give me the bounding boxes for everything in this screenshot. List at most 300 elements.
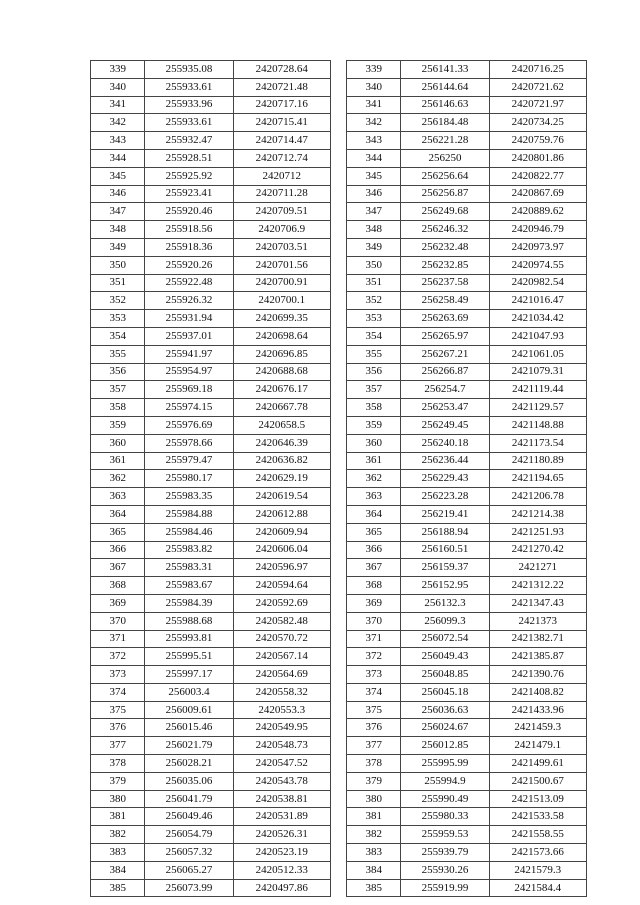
point-number-cell: 356 — [347, 363, 401, 381]
point-number-cell: 346 — [91, 185, 145, 203]
table-row — [347, 96, 587, 114]
y-coordinate-cell: 2421433.96 — [489, 701, 586, 719]
y-coordinate-cell: 2420709.51 — [233, 203, 330, 221]
x-coordinate-cell: 256254.7 — [401, 381, 489, 399]
x-coordinate-cell: 255922.48 — [145, 274, 233, 292]
x-coordinate-cell: 256012.85 — [401, 737, 489, 755]
point-number-cell: 369 — [347, 594, 401, 612]
table-row — [91, 78, 331, 96]
x-coordinate-cell: 256188.94 — [401, 523, 489, 541]
y-coordinate-cell: 2420973.97 — [489, 238, 586, 256]
point-number-cell: 378 — [347, 755, 401, 773]
y-coordinate-cell: 2420721.62 — [489, 78, 586, 96]
x-coordinate-cell: 256221.28 — [401, 132, 489, 150]
x-coordinate-cell: 256256.87 — [401, 185, 489, 203]
table-row — [91, 683, 331, 701]
table-row — [91, 452, 331, 470]
x-coordinate-cell: 255925.92 — [145, 167, 233, 185]
table-row — [347, 185, 587, 203]
table-row — [91, 132, 331, 150]
table-row — [347, 345, 587, 363]
y-coordinate-cell: 2420676.17 — [233, 381, 330, 399]
table-row — [347, 238, 587, 256]
point-number-cell: 380 — [91, 790, 145, 808]
right-coordinate-table — [346, 60, 587, 897]
y-coordinate-cell: 2421079.31 — [489, 363, 586, 381]
point-number-cell: 340 — [347, 78, 401, 96]
point-number-cell: 352 — [347, 292, 401, 310]
point-number-cell: 341 — [347, 96, 401, 114]
point-number-cell: 364 — [347, 505, 401, 523]
point-number-cell: 349 — [91, 238, 145, 256]
point-number-cell: 373 — [91, 666, 145, 684]
y-coordinate-cell: 2420538.81 — [233, 790, 330, 808]
table-row — [91, 648, 331, 666]
table-row — [91, 808, 331, 826]
point-number-cell: 364 — [91, 505, 145, 523]
x-coordinate-cell: 256146.63 — [401, 96, 489, 114]
point-number-cell: 379 — [91, 772, 145, 790]
point-number-cell: 365 — [91, 523, 145, 541]
table-row — [347, 292, 587, 310]
table-row — [91, 666, 331, 684]
y-coordinate-cell: 2420596.97 — [233, 559, 330, 577]
table-row — [91, 772, 331, 790]
x-coordinate-cell: 255923.41 — [145, 185, 233, 203]
point-number-cell: 367 — [347, 559, 401, 577]
x-coordinate-cell: 256021.79 — [145, 737, 233, 755]
table-row — [347, 683, 587, 701]
y-coordinate-cell: 2421047.93 — [489, 327, 586, 345]
y-coordinate-cell: 2420606.04 — [233, 541, 330, 559]
y-coordinate-cell: 2421119.44 — [489, 381, 586, 399]
point-number-cell: 385 — [91, 879, 145, 897]
table-row — [91, 167, 331, 185]
y-coordinate-cell: 2421390.76 — [489, 666, 586, 684]
y-coordinate-cell: 2421148.88 — [489, 416, 586, 434]
point-number-cell: 379 — [347, 772, 401, 790]
y-coordinate-cell: 2420801.86 — [489, 149, 586, 167]
y-coordinate-cell: 2420526.31 — [233, 826, 330, 844]
table-row — [347, 381, 587, 399]
y-coordinate-cell: 2420716.25 — [489, 61, 586, 79]
table-row — [91, 345, 331, 363]
point-number-cell: 343 — [91, 132, 145, 150]
y-coordinate-cell: 2420867.69 — [489, 185, 586, 203]
x-coordinate-cell: 255994.9 — [401, 772, 489, 790]
point-number-cell: 348 — [91, 221, 145, 239]
y-coordinate-cell: 2420612.88 — [233, 505, 330, 523]
table-row — [91, 149, 331, 167]
table-row — [91, 310, 331, 328]
y-coordinate-cell: 2420564.69 — [233, 666, 330, 684]
table-row — [91, 274, 331, 292]
x-coordinate-cell: 255933.61 — [145, 114, 233, 132]
x-coordinate-cell: 255941.97 — [145, 345, 233, 363]
y-coordinate-cell: 2421385.87 — [489, 648, 586, 666]
y-coordinate-cell: 2421408.82 — [489, 683, 586, 701]
x-coordinate-cell: 255979.47 — [145, 452, 233, 470]
x-coordinate-cell: 256003.4 — [145, 683, 233, 701]
point-number-cell: 345 — [91, 167, 145, 185]
point-number-cell: 371 — [347, 630, 401, 648]
y-coordinate-cell: 2421558.55 — [489, 826, 586, 844]
x-coordinate-cell: 256160.51 — [401, 541, 489, 559]
table-row — [347, 523, 587, 541]
y-coordinate-cell: 2420734.25 — [489, 114, 586, 132]
table-row — [347, 755, 587, 773]
x-coordinate-cell: 256258.49 — [401, 292, 489, 310]
y-coordinate-cell: 2420699.35 — [233, 310, 330, 328]
point-number-cell: 355 — [347, 345, 401, 363]
point-number-cell: 354 — [91, 327, 145, 345]
x-coordinate-cell: 255920.46 — [145, 203, 233, 221]
y-coordinate-cell: 2421173.54 — [489, 434, 586, 452]
right-table-body — [347, 61, 587, 897]
x-coordinate-cell: 255931.94 — [145, 310, 233, 328]
x-coordinate-cell: 255995.99 — [401, 755, 489, 773]
y-coordinate-cell: 2421584.4 — [489, 879, 586, 897]
point-number-cell: 382 — [347, 826, 401, 844]
x-coordinate-cell: 255984.39 — [145, 594, 233, 612]
table-row — [347, 737, 587, 755]
x-coordinate-cell: 255974.15 — [145, 399, 233, 417]
point-number-cell: 381 — [347, 808, 401, 826]
x-coordinate-cell: 255995.51 — [145, 648, 233, 666]
table-row — [91, 630, 331, 648]
point-number-cell: 363 — [347, 488, 401, 506]
x-coordinate-cell: 256249.45 — [401, 416, 489, 434]
x-coordinate-cell: 256263.69 — [401, 310, 489, 328]
x-coordinate-cell: 255988.68 — [145, 612, 233, 630]
y-coordinate-cell: 2420721.97 — [489, 96, 586, 114]
x-coordinate-cell: 255993.81 — [145, 630, 233, 648]
table-row — [347, 541, 587, 559]
x-coordinate-cell: 256236.44 — [401, 452, 489, 470]
point-number-cell: 341 — [91, 96, 145, 114]
y-coordinate-cell: 2420523.19 — [233, 844, 330, 862]
y-coordinate-cell: 2420712.74 — [233, 149, 330, 167]
x-coordinate-cell: 256065.27 — [145, 861, 233, 879]
table-row — [91, 221, 331, 239]
point-number-cell: 354 — [347, 327, 401, 345]
point-number-cell: 360 — [347, 434, 401, 452]
y-coordinate-cell: 2420698.64 — [233, 327, 330, 345]
point-number-cell: 362 — [347, 470, 401, 488]
y-coordinate-cell: 2420582.48 — [233, 612, 330, 630]
point-number-cell: 368 — [347, 577, 401, 595]
point-number-cell: 375 — [91, 701, 145, 719]
table-row — [91, 844, 331, 862]
x-coordinate-cell: 255983.31 — [145, 559, 233, 577]
table-row — [91, 238, 331, 256]
y-coordinate-cell: 2421180.89 — [489, 452, 586, 470]
y-coordinate-cell: 2421214.38 — [489, 505, 586, 523]
point-number-cell: 361 — [91, 452, 145, 470]
table-row — [347, 167, 587, 185]
y-coordinate-cell: 2420701.56 — [233, 256, 330, 274]
table-row — [91, 381, 331, 399]
y-coordinate-cell: 2421194.65 — [489, 470, 586, 488]
point-number-cell: 372 — [91, 648, 145, 666]
y-coordinate-cell: 2420700.91 — [233, 274, 330, 292]
point-number-cell: 367 — [91, 559, 145, 577]
x-coordinate-cell: 256267.21 — [401, 345, 489, 363]
table-row — [91, 755, 331, 773]
point-number-cell: 357 — [91, 381, 145, 399]
table-row — [347, 790, 587, 808]
point-number-cell: 383 — [347, 844, 401, 862]
table-row — [91, 185, 331, 203]
x-coordinate-cell: 256232.48 — [401, 238, 489, 256]
y-coordinate-cell: 2420711.28 — [233, 185, 330, 203]
point-number-cell: 358 — [347, 399, 401, 417]
table-row — [91, 488, 331, 506]
table-row — [91, 96, 331, 114]
y-coordinate-cell: 2421016.47 — [489, 292, 586, 310]
x-coordinate-cell: 256250 — [401, 149, 489, 167]
point-number-cell: 345 — [347, 167, 401, 185]
point-number-cell: 370 — [91, 612, 145, 630]
point-number-cell: 351 — [347, 274, 401, 292]
point-number-cell: 361 — [347, 452, 401, 470]
y-coordinate-cell: 2420717.16 — [233, 96, 330, 114]
point-number-cell: 377 — [347, 737, 401, 755]
x-coordinate-cell: 255978.66 — [145, 434, 233, 452]
point-number-cell: 350 — [347, 256, 401, 274]
y-coordinate-cell: 2420703.51 — [233, 238, 330, 256]
table-row — [91, 541, 331, 559]
y-coordinate-cell: 2420712 — [233, 167, 330, 185]
table-row — [91, 861, 331, 879]
y-coordinate-cell: 2421271 — [489, 559, 586, 577]
table-row — [91, 612, 331, 630]
table-row — [347, 203, 587, 221]
point-number-cell: 339 — [347, 61, 401, 79]
point-number-cell: 342 — [347, 114, 401, 132]
table-row — [347, 630, 587, 648]
point-number-cell: 350 — [91, 256, 145, 274]
y-coordinate-cell: 2420570.72 — [233, 630, 330, 648]
y-coordinate-cell: 2421459.3 — [489, 719, 586, 737]
table-row — [347, 577, 587, 595]
x-coordinate-cell: 255920.26 — [145, 256, 233, 274]
y-coordinate-cell: 2421533.58 — [489, 808, 586, 826]
x-coordinate-cell: 256024.67 — [401, 719, 489, 737]
table-row — [347, 452, 587, 470]
point-number-cell: 358 — [91, 399, 145, 417]
point-number-cell: 339 — [91, 61, 145, 79]
x-coordinate-cell: 255959.53 — [401, 826, 489, 844]
point-number-cell: 377 — [91, 737, 145, 755]
table-row — [347, 879, 587, 897]
y-coordinate-cell: 2421270.42 — [489, 541, 586, 559]
y-coordinate-cell: 2420592.69 — [233, 594, 330, 612]
x-coordinate-cell: 255984.88 — [145, 505, 233, 523]
point-number-cell: 363 — [91, 488, 145, 506]
x-coordinate-cell: 256246.32 — [401, 221, 489, 239]
table-row — [347, 594, 587, 612]
y-coordinate-cell: 2420721.48 — [233, 78, 330, 96]
table-row — [347, 256, 587, 274]
table-row — [91, 61, 331, 79]
x-coordinate-cell: 256045.18 — [401, 683, 489, 701]
point-number-cell: 348 — [347, 221, 401, 239]
y-coordinate-cell: 2420567.14 — [233, 648, 330, 666]
x-coordinate-cell: 255983.82 — [145, 541, 233, 559]
x-coordinate-cell: 256132.3 — [401, 594, 489, 612]
point-number-cell: 385 — [347, 879, 401, 897]
point-number-cell: 342 — [91, 114, 145, 132]
y-coordinate-cell: 2421579.3 — [489, 861, 586, 879]
point-number-cell: 357 — [347, 381, 401, 399]
x-coordinate-cell: 255980.17 — [145, 470, 233, 488]
point-number-cell: 378 — [91, 755, 145, 773]
table-row — [347, 844, 587, 862]
y-coordinate-cell: 2420822.77 — [489, 167, 586, 185]
x-coordinate-cell: 256240.18 — [401, 434, 489, 452]
x-coordinate-cell: 255969.18 — [145, 381, 233, 399]
table-row — [347, 132, 587, 150]
x-coordinate-cell: 255918.36 — [145, 238, 233, 256]
y-coordinate-cell: 2420706.9 — [233, 221, 330, 239]
y-coordinate-cell: 2420889.62 — [489, 203, 586, 221]
y-coordinate-cell: 2420594.64 — [233, 577, 330, 595]
x-coordinate-cell: 255932.47 — [145, 132, 233, 150]
y-coordinate-cell: 2420497.86 — [233, 879, 330, 897]
x-coordinate-cell: 255984.46 — [145, 523, 233, 541]
y-coordinate-cell: 2421206.78 — [489, 488, 586, 506]
y-coordinate-cell: 2421499.61 — [489, 755, 586, 773]
point-number-cell: 373 — [347, 666, 401, 684]
x-coordinate-cell: 256073.99 — [145, 879, 233, 897]
table-row — [347, 310, 587, 328]
y-coordinate-cell: 2420619.54 — [233, 488, 330, 506]
x-coordinate-cell: 256072.54 — [401, 630, 489, 648]
table-row — [347, 772, 587, 790]
x-coordinate-cell: 256253.47 — [401, 399, 489, 417]
point-number-cell: 351 — [91, 274, 145, 292]
point-number-cell: 359 — [91, 416, 145, 434]
point-number-cell: 353 — [91, 310, 145, 328]
x-coordinate-cell: 256141.33 — [401, 61, 489, 79]
point-number-cell: 368 — [91, 577, 145, 595]
point-number-cell: 352 — [91, 292, 145, 310]
y-coordinate-cell: 2420658.5 — [233, 416, 330, 434]
y-coordinate-cell: 2421513.09 — [489, 790, 586, 808]
table-row — [91, 292, 331, 310]
point-number-cell: 362 — [91, 470, 145, 488]
x-coordinate-cell: 255939.79 — [401, 844, 489, 862]
table-row — [91, 559, 331, 577]
point-number-cell: 380 — [347, 790, 401, 808]
x-coordinate-cell: 256049.43 — [401, 648, 489, 666]
y-coordinate-cell: 2420549.95 — [233, 719, 330, 737]
y-coordinate-cell: 2420548.73 — [233, 737, 330, 755]
x-coordinate-cell: 256035.06 — [145, 772, 233, 790]
y-coordinate-cell: 2420636.82 — [233, 452, 330, 470]
x-coordinate-cell: 255980.33 — [401, 808, 489, 826]
table-row — [347, 416, 587, 434]
table-row — [91, 594, 331, 612]
x-coordinate-cell: 255976.69 — [145, 416, 233, 434]
y-coordinate-cell: 2420558.32 — [233, 683, 330, 701]
y-coordinate-cell: 2420512.33 — [233, 861, 330, 879]
table-row — [347, 648, 587, 666]
x-coordinate-cell: 255935.08 — [145, 61, 233, 79]
point-number-cell: 381 — [91, 808, 145, 826]
table-row — [91, 719, 331, 737]
x-coordinate-cell: 256256.64 — [401, 167, 489, 185]
x-coordinate-cell: 255928.51 — [145, 149, 233, 167]
table-row — [91, 879, 331, 897]
point-number-cell: 344 — [347, 149, 401, 167]
table-row — [91, 523, 331, 541]
point-number-cell: 375 — [347, 701, 401, 719]
y-coordinate-cell: 2420688.68 — [233, 363, 330, 381]
point-number-cell: 355 — [91, 345, 145, 363]
point-number-cell: 383 — [91, 844, 145, 862]
left-table-body — [91, 61, 331, 897]
y-coordinate-cell: 2421061.05 — [489, 345, 586, 363]
y-coordinate-cell: 2421312.22 — [489, 577, 586, 595]
table-row — [347, 221, 587, 239]
x-coordinate-cell: 256144.64 — [401, 78, 489, 96]
point-number-cell: 374 — [347, 683, 401, 701]
point-number-cell: 370 — [347, 612, 401, 630]
x-coordinate-cell: 256223.28 — [401, 488, 489, 506]
table-row — [347, 399, 587, 417]
point-number-cell: 347 — [91, 203, 145, 221]
x-coordinate-cell: 256048.85 — [401, 666, 489, 684]
table-row — [347, 701, 587, 719]
y-coordinate-cell: 2420700.1 — [233, 292, 330, 310]
y-coordinate-cell: 2420553.3 — [233, 701, 330, 719]
x-coordinate-cell: 256266.87 — [401, 363, 489, 381]
y-coordinate-cell: 2421382.71 — [489, 630, 586, 648]
x-coordinate-cell: 255997.17 — [145, 666, 233, 684]
table-row — [347, 719, 587, 737]
x-coordinate-cell: 256041.79 — [145, 790, 233, 808]
table-row — [347, 149, 587, 167]
left-coordinate-table — [90, 60, 331, 897]
table-row — [347, 78, 587, 96]
point-number-cell: 365 — [347, 523, 401, 541]
table-row — [91, 577, 331, 595]
point-number-cell: 356 — [91, 363, 145, 381]
x-coordinate-cell: 256057.32 — [145, 844, 233, 862]
y-coordinate-cell: 2421251.93 — [489, 523, 586, 541]
table-row — [347, 612, 587, 630]
point-number-cell: 343 — [347, 132, 401, 150]
x-coordinate-cell: 255919.99 — [401, 879, 489, 897]
table-row — [347, 666, 587, 684]
table-row — [347, 488, 587, 506]
table-row — [347, 470, 587, 488]
point-number-cell: 344 — [91, 149, 145, 167]
x-coordinate-cell: 256015.46 — [145, 719, 233, 737]
point-number-cell: 376 — [347, 719, 401, 737]
table-row — [347, 327, 587, 345]
y-coordinate-cell: 2421373 — [489, 612, 586, 630]
x-coordinate-cell: 256219.41 — [401, 505, 489, 523]
y-coordinate-cell: 2420629.19 — [233, 470, 330, 488]
y-coordinate-cell: 2421129.57 — [489, 399, 586, 417]
point-number-cell: 346 — [347, 185, 401, 203]
y-coordinate-cell: 2420646.39 — [233, 434, 330, 452]
table-row — [347, 434, 587, 452]
y-coordinate-cell: 2420531.89 — [233, 808, 330, 826]
